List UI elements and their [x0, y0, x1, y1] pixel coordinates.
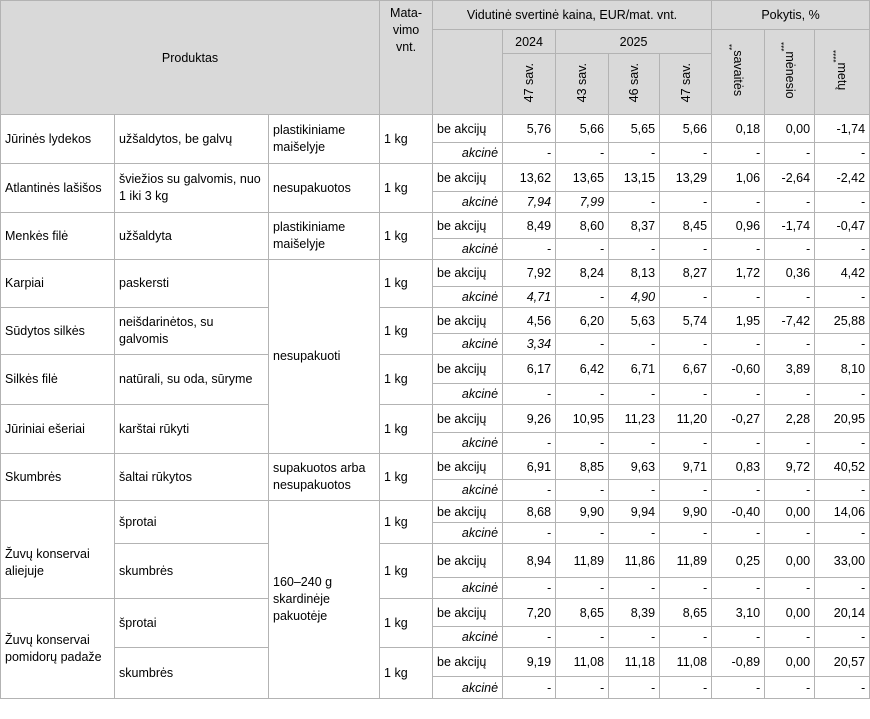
price-type-promo: akcinė: [433, 677, 503, 699]
change-week-regular: 1,72: [712, 260, 765, 287]
change-year-regular: 20,95: [815, 405, 870, 433]
price-type-promo: akcinė: [433, 192, 503, 213]
product-description: natūrali, su oda, sūryme: [115, 355, 269, 405]
price-2025-w46-regular: 11,23: [609, 405, 660, 433]
change-year-promo: -: [815, 627, 870, 648]
change-month-promo: -: [765, 384, 815, 405]
change-month-regular: 2,28: [765, 405, 815, 433]
price-2025-w47-promo: -: [660, 384, 712, 405]
price-2025-w46-regular: 9,63: [609, 454, 660, 480]
product-description: šprotai: [115, 501, 269, 544]
product-unit: 1 kg: [380, 308, 433, 355]
price-type-promo: akcinė: [433, 287, 503, 308]
price-2025-w47-promo: -: [660, 192, 712, 213]
product-name: Skumbrės: [1, 454, 115, 501]
price-2025-w47-promo: -: [660, 239, 712, 260]
change-year-promo: -: [815, 433, 870, 454]
price-2025-w47-regular: 5,66: [660, 115, 712, 143]
price-2025-w43-promo: -: [556, 143, 609, 164]
product-name: Karpiai: [1, 260, 115, 308]
table-row: [1, 164, 870, 192]
table-row: [1, 213, 870, 239]
change-year-promo: -: [815, 578, 870, 599]
price-2024-w47-promo: -: [503, 578, 556, 599]
change-week-regular: 1,95: [712, 308, 765, 334]
price-type-promo: akcinė: [433, 523, 503, 544]
price-2024-w47-promo: -: [503, 677, 556, 699]
change-week-regular: 0,25: [712, 544, 765, 578]
product-name: Žuvų konservai aliejuje: [1, 501, 115, 599]
price-2024-w47-regular: 5,76: [503, 115, 556, 143]
change-week-promo: -: [712, 627, 765, 648]
price-2024-w47-regular: 8,68: [503, 501, 556, 523]
price-2025-w43-regular: 8,60: [556, 213, 609, 239]
change-week-promo: -: [712, 578, 765, 599]
change-year-promo: -: [815, 523, 870, 544]
price-2024-w47-regular: 6,91: [503, 454, 556, 480]
product-unit: 1 kg: [380, 454, 433, 501]
change-month-regular: 0,00: [765, 544, 815, 578]
price-2025-w47-regular: 8,65: [660, 599, 712, 627]
product-description: paskersti: [115, 260, 269, 308]
price-2025-w46-promo: -: [609, 143, 660, 164]
change-month-promo: -: [765, 433, 815, 454]
product-name: Sūdytos silkės: [1, 308, 115, 355]
price-2024-w47-regular: 7,20: [503, 599, 556, 627]
change-week-regular: -0,89: [712, 648, 765, 677]
change-year-promo: -: [815, 192, 870, 213]
price-2024-w47-promo: -: [503, 433, 556, 454]
product-unit: 1 kg: [380, 164, 433, 213]
change-week-regular: 1,06: [712, 164, 765, 192]
price-2025-w46-regular: 8,13: [609, 260, 660, 287]
change-week-promo: -: [712, 523, 765, 544]
price-type-regular: be akcijų: [433, 544, 503, 578]
change-year-regular: 8,10: [815, 355, 870, 384]
header-week-2025-46: 46 sav.: [609, 54, 660, 115]
product-description: karštai rūkyti: [115, 405, 269, 454]
table-row: [1, 501, 870, 523]
product-unit: 1 kg: [380, 213, 433, 260]
price-2025-w47-regular: 6,67: [660, 355, 712, 384]
price-2025-w46-regular: 9,94: [609, 501, 660, 523]
product-unit: 1 kg: [380, 599, 433, 648]
change-year-regular: 33,00: [815, 544, 870, 578]
price-2025-w47-regular: 11,08: [660, 648, 712, 677]
product-unit: 1 kg: [380, 355, 433, 405]
price-2024-w47-regular: 8,94: [503, 544, 556, 578]
change-year-regular: 4,42: [815, 260, 870, 287]
change-month-regular: -1,74: [765, 213, 815, 239]
price-type-regular: be akcijų: [433, 115, 503, 143]
header-price-group: Vidutinė svertinė kaina, EUR/mat. vnt.: [433, 1, 712, 30]
product-name: Menkės filė: [1, 213, 115, 260]
table-body: [1, 115, 870, 699]
price-type-promo: akcinė: [433, 480, 503, 501]
price-2025-w47-promo: -: [660, 287, 712, 308]
price-2024-w47-promo: -: [503, 627, 556, 648]
price-2025-w46-regular: 6,71: [609, 355, 660, 384]
price-type-regular: be akcijų: [433, 648, 503, 677]
price-2025-w46-promo: -: [609, 578, 660, 599]
price-2025-w46-promo: -: [609, 627, 660, 648]
product-packaging: nesupakuoti: [269, 260, 380, 454]
change-year-regular: 25,88: [815, 308, 870, 334]
change-month-promo: -: [765, 523, 815, 544]
header-unit: Mata-vimo vnt.: [380, 1, 433, 115]
change-week-regular: -0,27: [712, 405, 765, 433]
price-2025-w43-regular: 6,42: [556, 355, 609, 384]
price-2024-w47-promo: 4,71: [503, 287, 556, 308]
product-description: užšaldyta: [115, 213, 269, 260]
change-month-promo: -: [765, 480, 815, 501]
product-description: šprotai: [115, 599, 269, 648]
table-row: [1, 308, 870, 334]
change-month-promo: -: [765, 143, 815, 164]
header-change-group: Pokytis, %: [712, 1, 870, 30]
price-2025-w46-promo: -: [609, 334, 660, 355]
product-description: užšaldytos, be galvų: [115, 115, 269, 164]
price-2025-w46-regular: 11,18: [609, 648, 660, 677]
change-month-promo: -: [765, 287, 815, 308]
table-row: [1, 115, 870, 143]
change-year-promo: -: [815, 287, 870, 308]
price-type-regular: be akcijų: [433, 213, 503, 239]
price-2025-w46-promo: -: [609, 384, 660, 405]
price-2024-w47-regular: 8,49: [503, 213, 556, 239]
price-2024-w47-promo: 3,34: [503, 334, 556, 355]
change-year-regular: -1,74: [815, 115, 870, 143]
header-change-week: savaitės**: [712, 30, 765, 115]
product-description: šaltai rūkytos: [115, 454, 269, 501]
product-description: skumbrės: [115, 544, 269, 599]
price-2025-w47-promo: -: [660, 480, 712, 501]
product-unit: 1 kg: [380, 405, 433, 454]
change-month-regular: 0,36: [765, 260, 815, 287]
price-type-regular: be akcijų: [433, 260, 503, 287]
price-type-regular: be akcijų: [433, 164, 503, 192]
table-row: [1, 260, 870, 287]
price-2025-w47-regular: 5,74: [660, 308, 712, 334]
change-week-promo: -: [712, 287, 765, 308]
price-type-promo: akcinė: [433, 627, 503, 648]
product-packaging: 160–240 g skardinėje pakuotėje: [269, 501, 380, 699]
product-name: Atlantinės lašišos: [1, 164, 115, 213]
price-type-promo: akcinė: [433, 239, 503, 260]
change-week-promo: -: [712, 677, 765, 699]
price-2025-w46-promo: -: [609, 239, 660, 260]
change-month-regular: 3,89: [765, 355, 815, 384]
change-week-regular: 0,18: [712, 115, 765, 143]
price-2024-w47-regular: 6,17: [503, 355, 556, 384]
price-type-regular: be akcijų: [433, 308, 503, 334]
change-year-promo: -: [815, 480, 870, 501]
product-packaging: nesupakuotos: [269, 164, 380, 213]
header-week-2025-43: 43 sav.: [556, 54, 609, 115]
price-2025-w46-regular: 5,63: [609, 308, 660, 334]
price-2025-w46-regular: 13,15: [609, 164, 660, 192]
change-week-promo: -: [712, 192, 765, 213]
price-2025-w47-promo: -: [660, 578, 712, 599]
header-year-2025: 2025: [556, 30, 712, 54]
price-2025-w43-promo: -: [556, 239, 609, 260]
price-2025-w43-regular: 11,08: [556, 648, 609, 677]
header-week-2024-47: 47 sav.: [503, 54, 556, 115]
product-unit: 1 kg: [380, 501, 433, 544]
table-row: [1, 405, 870, 433]
change-week-promo: -: [712, 239, 765, 260]
price-2025-w46-promo: -: [609, 433, 660, 454]
header-blank: [433, 30, 503, 115]
change-year-regular: -0,47: [815, 213, 870, 239]
change-week-regular: -0,40: [712, 501, 765, 523]
product-unit: 1 kg: [380, 260, 433, 308]
price-type-regular: be akcijų: [433, 501, 503, 523]
change-month-regular: 0,00: [765, 599, 815, 627]
price-2025-w43-promo: -: [556, 287, 609, 308]
price-2025-w47-regular: 8,27: [660, 260, 712, 287]
change-month-promo: -: [765, 627, 815, 648]
header-change-year: metų****: [815, 30, 870, 115]
product-description: šviežios su galvomis, nuo 1 iki 3 kg: [115, 164, 269, 213]
product-packaging: plastikiniame maišelyje: [269, 115, 380, 164]
price-2025-w46-promo: -: [609, 523, 660, 544]
product-packaging: plastikiniame maišelyje: [269, 213, 380, 260]
price-type-promo: akcinė: [433, 578, 503, 599]
change-month-promo: -: [765, 239, 815, 260]
change-month-regular: 9,72: [765, 454, 815, 480]
price-type-regular: be akcijų: [433, 454, 503, 480]
change-year-promo: -: [815, 239, 870, 260]
change-month-promo: -: [765, 677, 815, 699]
change-month-regular: -2,64: [765, 164, 815, 192]
price-2025-w46-promo: -: [609, 677, 660, 699]
price-2025-w43-promo: -: [556, 384, 609, 405]
price-2024-w47-promo: -: [503, 384, 556, 405]
price-type-promo: akcinė: [433, 334, 503, 355]
price-2025-w43-regular: 10,95: [556, 405, 609, 433]
product-unit: 1 kg: [380, 648, 433, 699]
price-2025-w47-promo: -: [660, 677, 712, 699]
price-2025-w47-regular: 9,90: [660, 501, 712, 523]
change-week-promo: -: [712, 334, 765, 355]
price-2025-w46-promo: 4,90: [609, 287, 660, 308]
price-2025-w43-promo: -: [556, 334, 609, 355]
price-2025-w46-regular: 8,39: [609, 599, 660, 627]
change-month-promo: -: [765, 192, 815, 213]
change-week-regular: -0,60: [712, 355, 765, 384]
price-2025-w43-promo: -: [556, 677, 609, 699]
product-packaging: supakuotos arba nesupakuotos: [269, 454, 380, 501]
change-week-promo: -: [712, 143, 765, 164]
price-2025-w43-promo: -: [556, 578, 609, 599]
table-row: [1, 648, 870, 677]
change-month-regular: 0,00: [765, 115, 815, 143]
price-2024-w47-promo: -: [503, 143, 556, 164]
price-2025-w46-regular: 8,37: [609, 213, 660, 239]
change-week-regular: 0,96: [712, 213, 765, 239]
header-week-2025-47: 47 sav.: [660, 54, 712, 115]
change-year-promo: -: [815, 677, 870, 699]
price-2025-w43-promo: -: [556, 627, 609, 648]
change-month-promo: -: [765, 578, 815, 599]
price-2024-w47-regular: 13,62: [503, 164, 556, 192]
price-2025-w43-regular: 8,65: [556, 599, 609, 627]
product-name: Žuvų konservai pomidorų padaže: [1, 599, 115, 699]
product-name: Jūriniai ešeriai: [1, 405, 115, 454]
price-2025-w46-promo: -: [609, 480, 660, 501]
price-2024-w47-regular: 9,26: [503, 405, 556, 433]
price-type-regular: be akcijų: [433, 405, 503, 433]
change-week-regular: 0,83: [712, 454, 765, 480]
price-type-promo: akcinė: [433, 433, 503, 454]
price-2025-w47-regular: 9,71: [660, 454, 712, 480]
price-2025-w47-regular: 11,89: [660, 544, 712, 578]
change-year-regular: 14,06: [815, 501, 870, 523]
price-type-promo: akcinė: [433, 143, 503, 164]
price-2025-w43-regular: 5,66: [556, 115, 609, 143]
price-2025-w43-regular: 13,65: [556, 164, 609, 192]
price-2024-w47-promo: 7,94: [503, 192, 556, 213]
price-2025-w43-regular: 6,20: [556, 308, 609, 334]
price-2025-w47-regular: 11,20: [660, 405, 712, 433]
price-2024-w47-regular: 9,19: [503, 648, 556, 677]
change-year-regular: 20,14: [815, 599, 870, 627]
price-2025-w47-promo: -: [660, 433, 712, 454]
table-row: [1, 599, 870, 627]
price-type-regular: be akcijų: [433, 355, 503, 384]
change-week-promo: -: [712, 480, 765, 501]
price-2024-w47-promo: -: [503, 523, 556, 544]
change-week-regular: 3,10: [712, 599, 765, 627]
price-2025-w43-promo: -: [556, 433, 609, 454]
change-year-regular: -2,42: [815, 164, 870, 192]
price-2025-w46-promo: -: [609, 192, 660, 213]
price-2025-w47-promo: -: [660, 627, 712, 648]
price-2025-w43-promo: -: [556, 523, 609, 544]
product-name: Silkės filė: [1, 355, 115, 405]
change-year-promo: -: [815, 384, 870, 405]
change-year-promo: -: [815, 143, 870, 164]
change-year-regular: 40,52: [815, 454, 870, 480]
price-2024-w47-promo: -: [503, 239, 556, 260]
price-2025-w43-regular: 8,24: [556, 260, 609, 287]
price-2024-w47-regular: 7,92: [503, 260, 556, 287]
product-description: skumbrės: [115, 648, 269, 699]
price-2025-w43-promo: -: [556, 480, 609, 501]
price-2025-w46-regular: 11,86: [609, 544, 660, 578]
price-type-promo: akcinė: [433, 384, 503, 405]
price-2025-w43-promo: 7,99: [556, 192, 609, 213]
price-2025-w47-regular: 13,29: [660, 164, 712, 192]
product-unit: 1 kg: [380, 115, 433, 164]
price-2024-w47-regular: 4,56: [503, 308, 556, 334]
header-change-month: mėnesio***: [765, 30, 815, 115]
change-month-regular: -7,42: [765, 308, 815, 334]
product-name: Jūrinės lydekos: [1, 115, 115, 164]
price-2025-w43-regular: 9,90: [556, 501, 609, 523]
price-2025-w47-promo: -: [660, 523, 712, 544]
change-month-regular: 0,00: [765, 648, 815, 677]
price-2025-w43-regular: 11,89: [556, 544, 609, 578]
table-row: [1, 355, 870, 384]
change-week-promo: -: [712, 433, 765, 454]
price-2025-w47-promo: -: [660, 143, 712, 164]
price-2025-w43-regular: 8,85: [556, 454, 609, 480]
change-month-promo: -: [765, 334, 815, 355]
header-year-2024: 2024: [503, 30, 556, 54]
price-2024-w47-promo: -: [503, 480, 556, 501]
product-unit: 1 kg: [380, 544, 433, 599]
change-month-regular: 0,00: [765, 501, 815, 523]
product-description: neišdarinėtos, su galvomis: [115, 308, 269, 355]
change-year-regular: 20,57: [815, 648, 870, 677]
change-week-promo: -: [712, 384, 765, 405]
price-2025-w47-promo: -: [660, 334, 712, 355]
table-row: [1, 454, 870, 480]
price-2025-w47-regular: 8,45: [660, 213, 712, 239]
price-type-regular: be akcijų: [433, 599, 503, 627]
change-year-promo: -: [815, 334, 870, 355]
table-row: [1, 544, 870, 578]
header-produktas: Produktas: [1, 1, 380, 115]
price-2025-w46-regular: 5,65: [609, 115, 660, 143]
